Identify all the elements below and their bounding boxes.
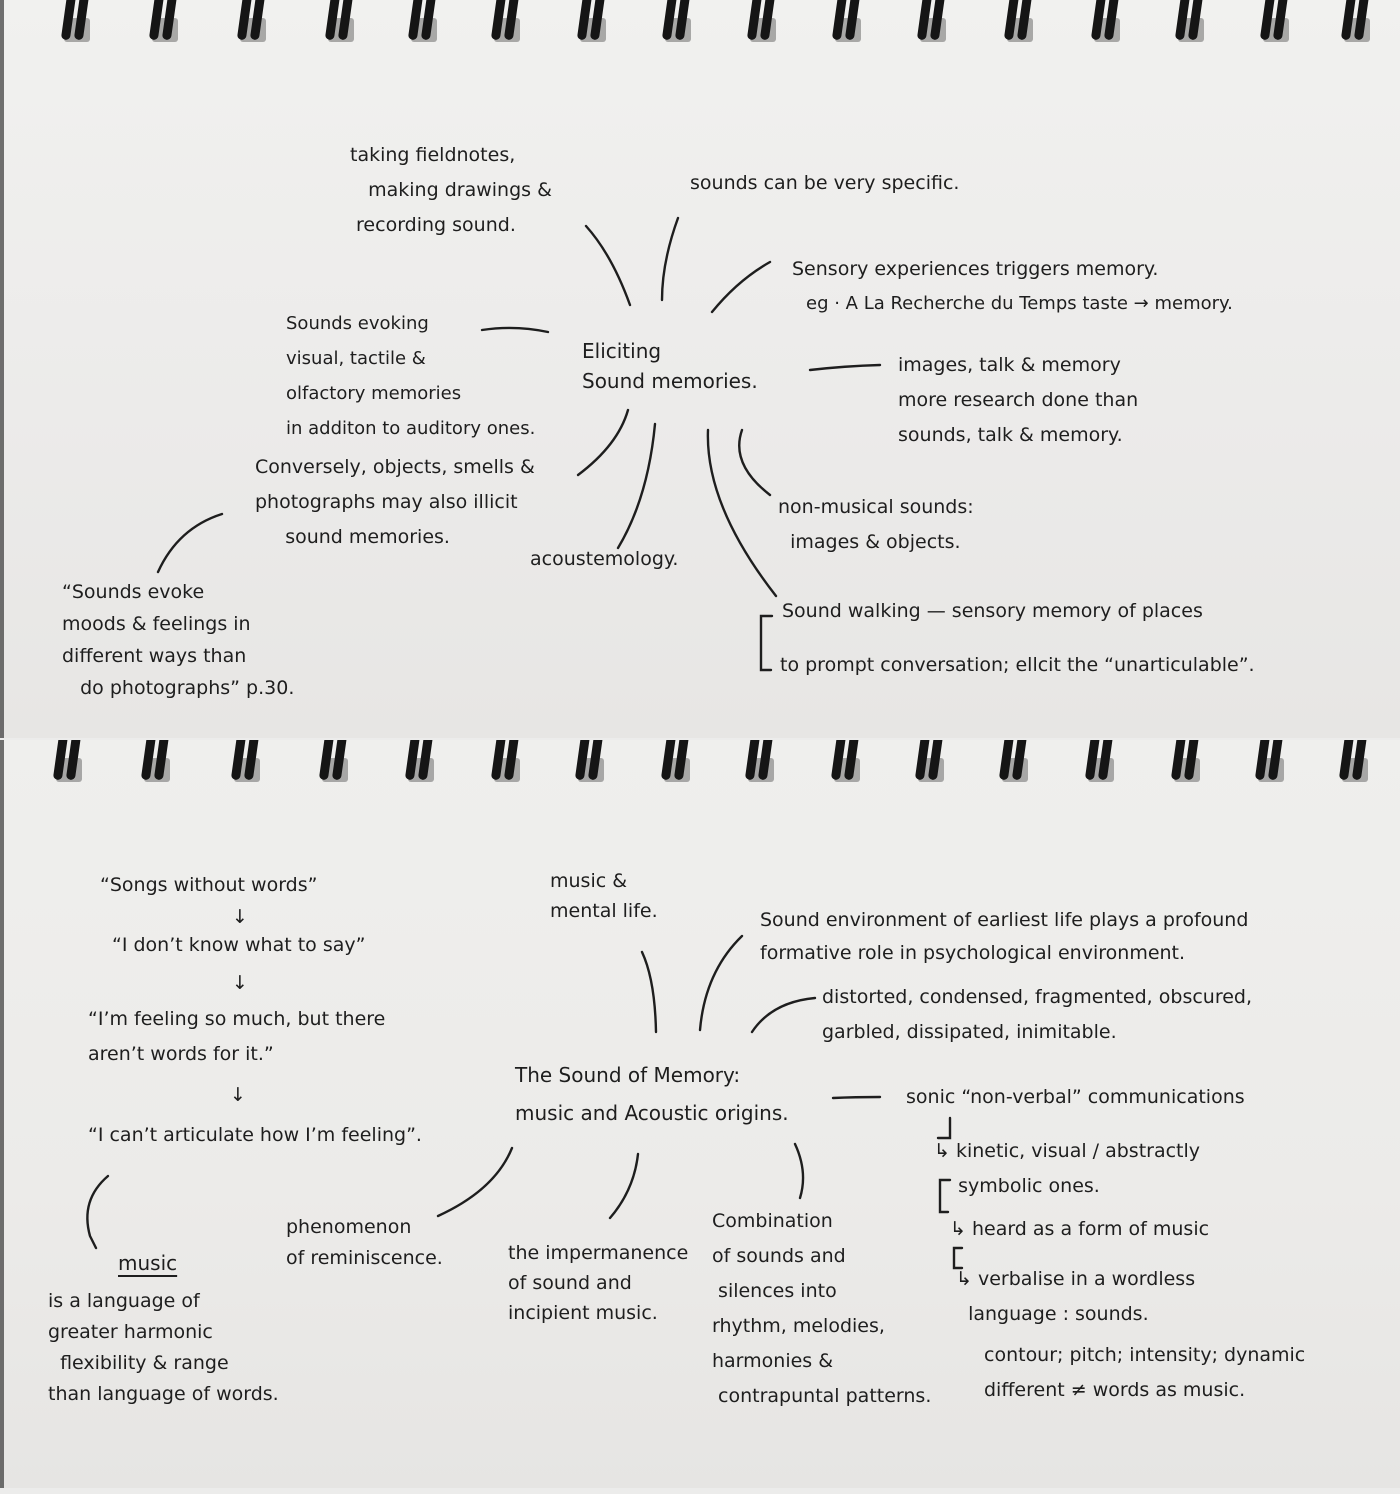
- note-reminiscence: phenomenon of reminiscence.: [286, 1216, 443, 1269]
- note-sonic-communications: sonic “non-verbal” communications: [906, 1086, 1245, 1108]
- binding-ring: [402, 740, 440, 786]
- binding-ring: [1088, 0, 1126, 46]
- binding-ring: [1338, 0, 1376, 46]
- binding-ring: [234, 0, 272, 46]
- binding-ring: [58, 0, 96, 46]
- note-fieldnotes: taking fieldnotes, making drawings & recording sound.: [350, 144, 552, 236]
- binding-ring: [488, 0, 526, 46]
- binding-ring: [1168, 740, 1206, 786]
- note-kinetic-visual: ↳ kinetic, visual / abstractly symbolic ones.: [934, 1140, 1201, 1197]
- note-sounds-evoking: Sounds evoking visual, tactile & olfactory memories in additon to auditory ones.: [286, 313, 536, 439]
- note-songs-without-words: “Songs without words”: [100, 874, 318, 896]
- binding-ring: [829, 0, 867, 46]
- arrow-down-icon: ↓: [232, 972, 248, 994]
- binding-ring: [1001, 0, 1039, 46]
- notebook-page-top: [0, 0, 1400, 738]
- binding-ring: [914, 0, 952, 46]
- binding-ring: [912, 740, 950, 786]
- note-music-underlined: music: [118, 1251, 178, 1275]
- note-quote-photographs: “Sounds evoke moods & feelings in different ways than do photographs” p.30.: [62, 581, 295, 699]
- note-distorted: distorted, condensed, fragmented, obscured, garbled, dissipated, inimitable.: [822, 986, 1253, 1043]
- note-combination: Combination of sounds and silences into rhythm, melodies, harmonies & contrapuntal patterns.: [712, 1210, 932, 1407]
- binding-ring: [574, 0, 612, 46]
- binding-ring: [659, 0, 697, 46]
- binding-ring: [1172, 0, 1210, 46]
- spiral-binding: [0, 0, 1400, 60]
- note-dont-know: “I don’t know what to say”: [112, 934, 366, 956]
- note-cant-articulate: “I can’t articulate how I’m feeling”.: [88, 1124, 422, 1146]
- note-contour-pitch: contour; pitch; intensity; dynamic different ≠ words as music.: [984, 1344, 1306, 1401]
- note-conversely: Conversely, objects, smells & photographs may also illicit sound memories.: [255, 456, 535, 548]
- binding-ring: [744, 0, 782, 46]
- binding-ring: [138, 740, 176, 786]
- note-prompt-conversation: to prompt conversation; ellcit the “unarticulable”.: [780, 654, 1255, 676]
- binding-ring: [316, 740, 354, 786]
- note-verbalise: ↳ verbalise in a wordless language : sounds.: [956, 1268, 1196, 1325]
- binding-ring: [1257, 0, 1295, 46]
- spiral-binding: [0, 740, 1400, 800]
- binding-ring: [146, 0, 184, 46]
- mindmap-center-title: Eliciting Sound memories.: [582, 339, 758, 393]
- binding-ring: [742, 740, 780, 786]
- note-sounds-specific: sounds can be very specific.: [690, 172, 960, 194]
- binding-ring: [322, 0, 360, 46]
- arrow-down-icon: ↓: [232, 906, 248, 928]
- page-edge: [0, 0, 4, 738]
- note-acoustemology: acoustemology.: [530, 548, 679, 570]
- binding-ring: [228, 740, 266, 786]
- binding-ring: [828, 740, 866, 786]
- binding-ring: [405, 0, 443, 46]
- note-sound-environment: Sound environment of earliest life plays a profound formative role in psychological environment.: [760, 909, 1249, 964]
- binding-ring: [572, 740, 610, 786]
- note-impermanence: the impermanence of sound and incipient music.: [508, 1242, 689, 1324]
- mindmap-center-title: The Sound of Memory: music and Acoustic origins.: [515, 1063, 789, 1125]
- binding-ring: [50, 740, 88, 786]
- binding-ring: [996, 740, 1034, 786]
- note-language-of-music: is a language of greater harmonic flexibility & range than language of words.: [48, 1290, 279, 1405]
- page-edge: [0, 740, 4, 1488]
- notebook-page-bottom: [0, 740, 1400, 1488]
- note-heard-as-music: ↳ heard as a form of music: [950, 1218, 1210, 1240]
- binding-ring: [1082, 740, 1120, 786]
- note-feeling-so-much: “I’m feeling so much, but there aren’t words for it.”: [88, 1008, 386, 1065]
- binding-ring: [1336, 740, 1374, 786]
- binding-ring: [1252, 740, 1290, 786]
- binding-ring: [488, 740, 526, 786]
- arrow-down-icon: ↓: [230, 1084, 246, 1106]
- note-non-musical-sounds: non-musical sounds: images & objects.: [778, 496, 974, 553]
- binding-ring: [658, 740, 696, 786]
- note-images-talk-memory: images, talk & memory more research done than sounds, talk & memory.: [898, 354, 1139, 446]
- note-sensory-experiences: Sensory experiences triggers memory.: [792, 258, 1159, 280]
- note-sound-walking: Sound walking — sensory memory of places: [782, 600, 1203, 622]
- note-music-mental-life: music & mental life.: [550, 870, 658, 922]
- note-proust-example: eg · A La Recherche du Temps taste → memory.: [806, 293, 1233, 314]
